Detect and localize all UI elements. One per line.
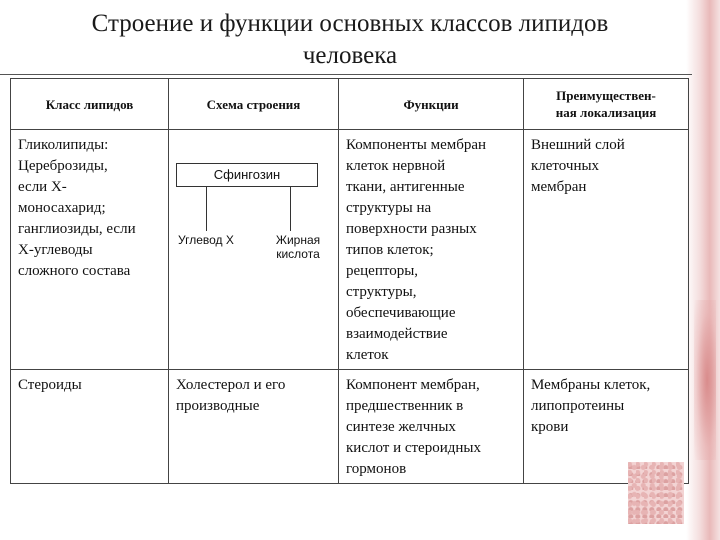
function-line: структуры, bbox=[346, 284, 417, 300]
cell-location-glycolipids bbox=[524, 130, 689, 370]
carbohydrate-label: Углевод Х bbox=[178, 233, 234, 247]
function-line: взаимодействие bbox=[346, 326, 448, 342]
corner-texture-image bbox=[628, 462, 684, 524]
header-location-line-1: Преимуществен- bbox=[556, 88, 656, 103]
function-line: гормонов bbox=[346, 461, 407, 477]
header-location-line-2: ная локализация bbox=[555, 105, 657, 120]
sphingosine-diagram bbox=[176, 135, 333, 275]
function-line: типов клеток; bbox=[346, 242, 434, 258]
cell-functions-steroids bbox=[339, 370, 524, 484]
cell-scheme-steroids bbox=[169, 370, 339, 484]
fatty-acid-link-line bbox=[290, 187, 291, 231]
carbohydrate-link-line bbox=[206, 187, 207, 231]
title-divider bbox=[0, 74, 692, 75]
class-line: Стероиды bbox=[18, 377, 82, 393]
side-decoration bbox=[686, 0, 720, 540]
function-line: синтезе желчных bbox=[346, 419, 456, 435]
function-line: структуры на bbox=[346, 200, 432, 216]
location-line: Мембраны клеток, bbox=[531, 377, 651, 393]
function-line: клеток bbox=[346, 347, 389, 363]
function-line: предшественник в bbox=[346, 398, 464, 414]
class-line: Х-углеводы bbox=[18, 242, 93, 258]
function-line: обеспечивающие bbox=[346, 305, 456, 321]
location-line: крови bbox=[531, 419, 569, 435]
function-line: кислот и стероидных bbox=[346, 440, 481, 456]
class-line: если Х- bbox=[18, 179, 67, 195]
sphingosine-box: Сфингозин bbox=[176, 163, 318, 187]
location-line: Внешний слой bbox=[531, 137, 625, 153]
table-row bbox=[11, 370, 689, 484]
function-line: Компонент мембран, bbox=[346, 377, 480, 393]
location-line: мембран bbox=[531, 179, 587, 195]
table-header-row bbox=[11, 79, 689, 130]
function-line: ткани, антигенные bbox=[346, 179, 465, 195]
cell-functions-glycolipids bbox=[339, 130, 524, 370]
class-line: ганглиозиды, если bbox=[18, 221, 136, 237]
class-line: Цереброзиды, bbox=[18, 158, 108, 174]
cell-scheme-glycolipids bbox=[169, 130, 339, 370]
title-line-1: Строение и функции основных классов липидов bbox=[91, 10, 609, 37]
class-line: сложного состава bbox=[18, 263, 131, 279]
function-line: клеток нервной bbox=[346, 158, 446, 174]
function-line: Компоненты мембран bbox=[346, 137, 487, 153]
header-functions: Функции bbox=[339, 79, 524, 130]
scheme-line: Холестерол и его bbox=[176, 377, 286, 393]
header-location bbox=[524, 79, 689, 130]
fatty-acid-label-line: кислота bbox=[276, 247, 320, 261]
lipids-table bbox=[10, 78, 689, 484]
cell-class-steroids bbox=[11, 370, 169, 484]
fatty-acid-label bbox=[268, 233, 328, 261]
title-line-2: человека bbox=[302, 42, 398, 69]
scheme-line: производные bbox=[176, 398, 260, 414]
function-line: поверхности разных bbox=[346, 221, 477, 237]
function-line: рецепторы, bbox=[346, 263, 419, 279]
location-line: липопротеины bbox=[531, 398, 625, 414]
location-line: клеточных bbox=[531, 158, 600, 174]
header-class: Класс липидов bbox=[11, 79, 169, 130]
fatty-acid-label-line: Жирная bbox=[275, 233, 321, 247]
header-scheme: Схема строения bbox=[169, 79, 339, 130]
table-row bbox=[11, 130, 689, 370]
class-line: Гликолипиды: bbox=[18, 137, 109, 153]
slide-title bbox=[40, 8, 660, 72]
cell-class-glycolipids bbox=[11, 130, 169, 370]
class-line: моносахарид; bbox=[18, 200, 106, 216]
